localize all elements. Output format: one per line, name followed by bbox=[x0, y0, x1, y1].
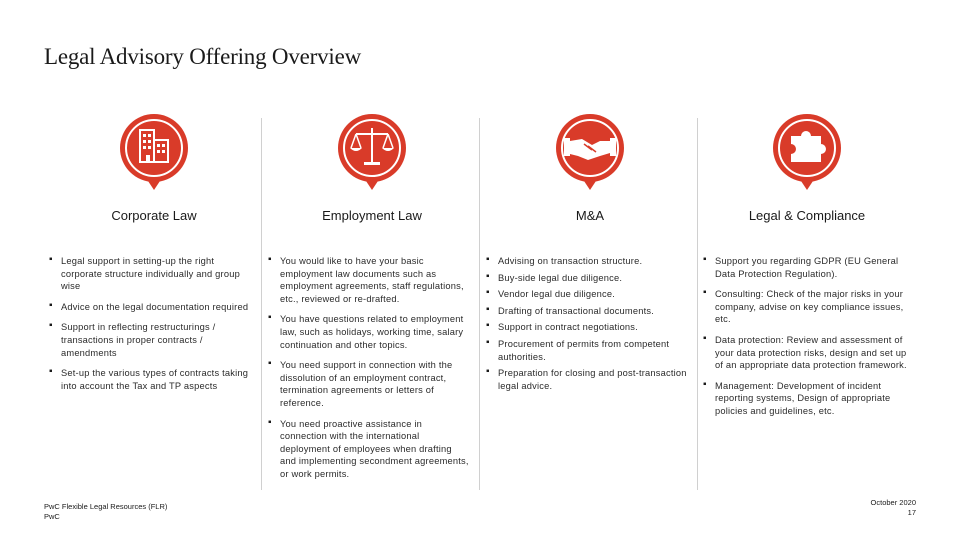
list-item: ▪ Procurement of permits from competent authorities. bbox=[486, 338, 688, 363]
footer-source bbox=[44, 502, 167, 522]
column-heading: Corporate Law bbox=[111, 208, 197, 223]
footer-line: PwC bbox=[44, 512, 60, 521]
list-item: ▪ Management: Development of incident reporting systems, Design of appropriate policies and guidelines, etc. bbox=[703, 380, 907, 418]
list-item: ▪ Set-up the various types of contracts taking into account the Tax and TP aspects bbox=[49, 367, 251, 392]
list-item: ▪ Legal support in setting-up the right corporate structure individually and group wise bbox=[49, 255, 251, 293]
page-title: Legal Advisory Offering Overview bbox=[44, 44, 362, 69]
footer-line: PwC Flexible Legal Resources (FLR) bbox=[44, 502, 168, 511]
list-item: ▪ You need proactive assistance in connection with the international deployment of employees when drafting and implementing secondment agreements, or work permits. bbox=[268, 418, 470, 481]
column-divider bbox=[697, 118, 698, 490]
handshake-icon bbox=[542, 112, 638, 194]
office-building-icon bbox=[106, 112, 202, 194]
footer-date: October 2020 bbox=[870, 498, 916, 507]
bullet-list bbox=[49, 255, 251, 400]
list-item: ▪ Support in reflecting restructurings / transactions in proper contracts / amendments bbox=[49, 321, 251, 359]
scales-icon bbox=[324, 112, 420, 194]
list-item: ▪ You have questions related to employment law, such as holidays, working time, salary continuation and other topics. bbox=[268, 313, 470, 351]
column-divider bbox=[261, 118, 262, 490]
column-heading: Legal & Compliance bbox=[748, 208, 866, 223]
column-divider bbox=[479, 118, 480, 490]
page-number: 17 bbox=[907, 508, 916, 517]
footer-meta bbox=[871, 498, 916, 518]
list-item: ▪ Vendor legal due diligence. bbox=[486, 288, 688, 301]
column-heading: M&A bbox=[575, 208, 605, 223]
bullet-list bbox=[703, 255, 907, 426]
list-item: ▪ Drafting of transactional documents. bbox=[486, 305, 688, 318]
bullet-list bbox=[486, 255, 688, 396]
list-item: ▪ Buy-side legal due diligence. bbox=[486, 272, 688, 285]
list-item: ▪ Consulting: Check of the major risks in your company, advise on key compliance issues, etc. bbox=[703, 288, 907, 326]
list-item: ▪ Data protection: Review and assessment of your data protection risks, design and set up of an appropriate data protection framework. bbox=[703, 334, 907, 372]
list-item: ▪ Support in contract negotiations. bbox=[486, 321, 688, 334]
puzzle-piece-icon bbox=[759, 112, 855, 194]
column-heading: Employment Law bbox=[322, 208, 422, 223]
list-item: ▪ Advising on transaction structure. bbox=[486, 255, 688, 268]
list-item: ▪ Preparation for closing and post-transaction legal advice. bbox=[486, 367, 688, 392]
list-item: ▪ You would like to have your basic employment law documents such as employment agreements, staff regulations, etc., reviewed or re-drafted. bbox=[268, 255, 470, 305]
bullet-list bbox=[268, 255, 470, 489]
list-item: ▪ Advice on the legal documentation required bbox=[49, 301, 251, 314]
list-item: ▪ You need support in connection with the dissolution of an employment contract, termination agreements or letters of reference. bbox=[268, 359, 470, 409]
list-item: ▪ Support you regarding GDPR (EU General Data Protection Regulation). bbox=[703, 255, 907, 280]
